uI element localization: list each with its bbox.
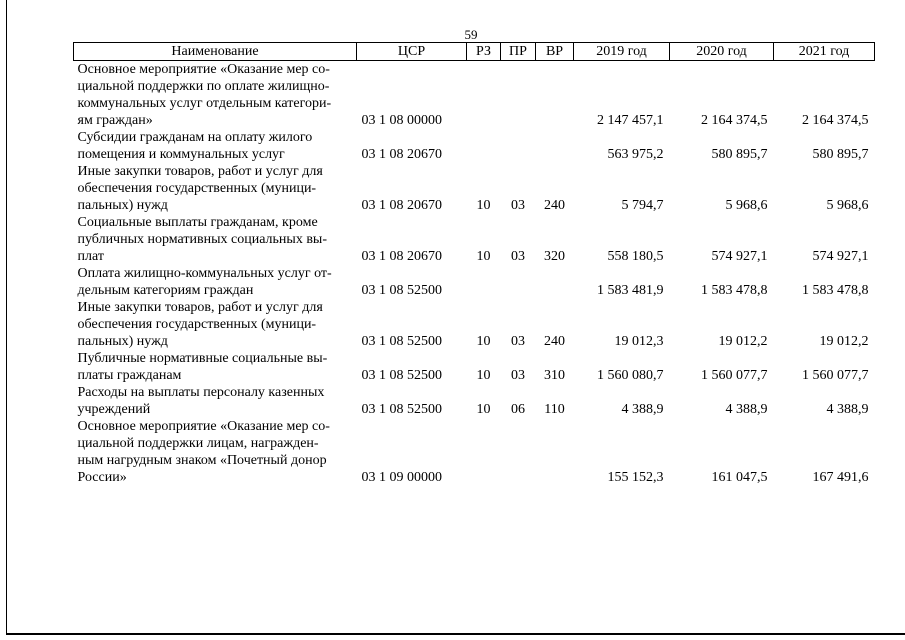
table-header [74, 43, 875, 61]
cell-name-line: пальных) нужд [77, 334, 168, 349]
budget-table [73, 42, 875, 486]
cell-name-line: пальных) нужд [77, 198, 168, 213]
cell-2019: 1 583 481,9 [597, 283, 664, 298]
table-row [74, 265, 875, 299]
cell-name [74, 418, 357, 486]
cell-2019: 563 975,2 [607, 147, 664, 162]
cell-csr: 03 1 08 52500 [361, 334, 442, 349]
cell-vr: 240 [544, 334, 565, 349]
cell-pr [501, 418, 536, 486]
table-row [74, 61, 875, 130]
cell-name-line: Оплата жилищно-коммунальных услуг от- [77, 266, 332, 281]
cell-name-line: циальной поддержки по оплате жилищно- [77, 79, 330, 94]
cell-2020: 2 164 374,5 [701, 113, 768, 128]
cell-2019: 2 147 457,1 [597, 113, 664, 128]
cell-pr [501, 61, 536, 130]
cell-name-line: учреждений [77, 402, 151, 417]
cell-2020: 574 927,1 [711, 249, 768, 264]
cell-name-line: плат [77, 249, 104, 264]
table-row [74, 129, 875, 163]
cell-csr: 03 1 08 20670 [361, 147, 442, 162]
table-body [74, 61, 875, 487]
cell-2020: 1 560 077,7 [701, 368, 768, 383]
cell-name-line: обеспечения государственных (муници- [77, 181, 317, 196]
cell-rz: 10 [476, 198, 491, 213]
cell-rz: 10 [476, 334, 491, 349]
table-row [74, 163, 875, 214]
cell-2021: 574 927,1 [812, 249, 869, 264]
cell-name-line: циальной поддержки лицам, награжден- [77, 436, 319, 451]
cell-csr: 03 1 09 00000 [361, 470, 442, 485]
cell-rz [467, 418, 501, 486]
cell-vr: 310 [544, 368, 565, 383]
cell-name-line: Иные закупки товаров, работ и услуг для [77, 300, 323, 315]
cell-vr [536, 418, 574, 486]
header-2019: 2019 год [574, 43, 670, 61]
cell-vr: 240 [544, 198, 565, 213]
cell-csr: 03 1 08 52500 [361, 368, 442, 383]
cell-2021: 4 388,9 [826, 402, 869, 417]
header-pr: ПР [501, 43, 536, 61]
cell-2019: 155 152,3 [607, 470, 664, 485]
cell-name [74, 214, 357, 265]
cell-2021: 1 560 077,7 [802, 368, 869, 383]
cell-vr [536, 61, 574, 130]
cell-vr [536, 129, 574, 163]
table-row [74, 384, 875, 418]
cell-pr: 03 [511, 368, 525, 383]
cell-name-line: публичных нормативных социальных вы- [77, 232, 327, 247]
cell-2021: 167 491,6 [812, 470, 869, 485]
cell-pr [501, 129, 536, 163]
cell-vr: 110 [544, 402, 565, 417]
cell-2021: 5 968,6 [826, 198, 869, 213]
cell-rz [467, 265, 501, 299]
cell-name-line: Расходы на выплаты персоналу казенных [77, 385, 325, 400]
cell-csr: 03 1 08 52500 [361, 402, 442, 417]
header-rz: РЗ [467, 43, 501, 61]
cell-csr: 03 1 08 20670 [361, 249, 442, 264]
cell-name [74, 163, 357, 214]
cell-2020: 5 968,6 [725, 198, 768, 213]
header-row [74, 43, 875, 61]
cell-pr: 06 [511, 402, 525, 417]
cell-csr: 03 1 08 20670 [361, 198, 442, 213]
cell-name-line: Публичные нормативные социальные вы- [77, 351, 328, 366]
table-row [74, 418, 875, 486]
header-vr: ВР [536, 43, 574, 61]
cell-name [74, 61, 357, 130]
cell-2021: 19 012,2 [819, 334, 869, 349]
header-2020: 2020 год [670, 43, 774, 61]
cell-csr: 03 1 08 52500 [361, 283, 442, 298]
cell-name [74, 129, 357, 163]
cell-2021: 1 583 478,8 [802, 283, 869, 298]
cell-name [74, 384, 357, 418]
cell-2021: 2 164 374,5 [802, 113, 869, 128]
cell-rz: 10 [476, 368, 491, 383]
cell-name [74, 265, 357, 299]
cell-rz [467, 129, 501, 163]
cell-name-line: Иные закупки товаров, работ и услуг для [77, 164, 323, 179]
cell-name-line: Основное мероприятие «Оказание мер со- [77, 62, 330, 77]
cell-csr: 03 1 08 00000 [361, 113, 442, 128]
cell-2019: 558 180,5 [607, 249, 664, 264]
page-number: 59 [464, 27, 478, 42]
cell-2020: 4 388,9 [725, 402, 768, 417]
table-row [74, 214, 875, 265]
cell-2020: 1 583 478,8 [701, 283, 768, 298]
header-csr: ЦСР [357, 43, 467, 61]
cell-2019: 1 560 080,7 [597, 368, 664, 383]
cell-pr [501, 265, 536, 299]
cell-name-line: ным нагрудным знаком «Почетный донор [77, 453, 327, 468]
header-2021: 2021 год [774, 43, 875, 61]
page-left-border [6, 0, 7, 634]
page-bottom-border [6, 633, 905, 635]
cell-2021: 580 895,7 [812, 147, 869, 162]
cell-name-line: помещения и коммунальных услуг [77, 147, 285, 162]
cell-vr: 320 [544, 249, 565, 264]
cell-name-line: Субсидии гражданам на оплату жилого [77, 130, 313, 145]
cell-name [74, 299, 357, 350]
cell-2020: 161 047,5 [711, 470, 768, 485]
cell-rz: 10 [476, 249, 491, 264]
cell-pr: 03 [511, 249, 525, 264]
table-row [74, 350, 875, 384]
cell-name-line: России» [77, 470, 127, 485]
cell-name-line: обеспечения государственных (муници- [77, 317, 317, 332]
cell-2019: 4 388,9 [621, 402, 664, 417]
cell-2019: 5 794,7 [621, 198, 664, 213]
cell-name-line: платы гражданам [77, 368, 182, 383]
cell-rz: 10 [476, 402, 491, 417]
cell-2020: 19 012,2 [718, 334, 768, 349]
cell-2020: 580 895,7 [711, 147, 768, 162]
cell-vr [536, 265, 574, 299]
cell-name-line: Социальные выплаты гражданам, кроме [77, 215, 318, 230]
cell-pr: 03 [511, 198, 525, 213]
cell-name-line: Основное мероприятие «Оказание мер со- [77, 419, 330, 434]
cell-rz [467, 61, 501, 130]
cell-2019: 19 012,3 [614, 334, 664, 349]
cell-name-line: коммунальных услуг отдельным категори- [77, 96, 332, 111]
cell-name-line: дельным категориям граждан [77, 283, 254, 298]
cell-pr: 03 [511, 334, 525, 349]
header-name: Наименование [74, 43, 357, 61]
cell-name-line: ям граждан» [77, 113, 153, 128]
table-row [74, 299, 875, 350]
cell-name [74, 350, 357, 384]
